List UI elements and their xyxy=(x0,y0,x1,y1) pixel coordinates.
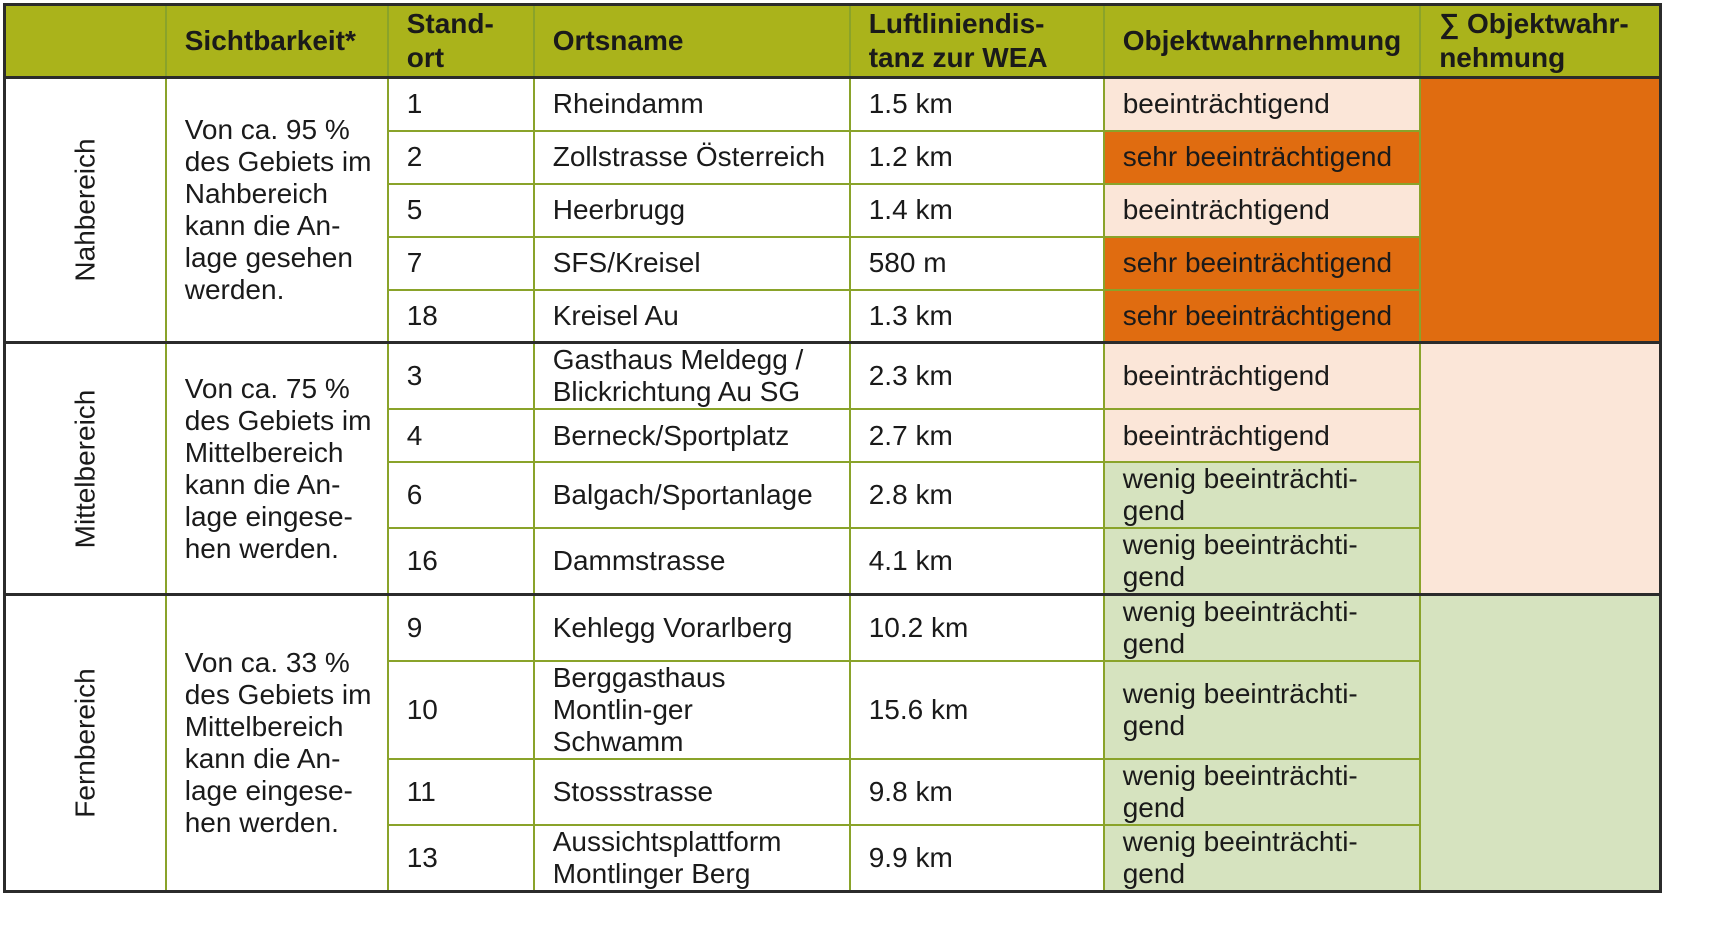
place-cell: Kehlegg Vorarlberg xyxy=(534,595,850,662)
perception-cell: wenig beeinträchti-gend xyxy=(1104,759,1420,825)
table-row xyxy=(5,595,1661,662)
location-cell: 10 xyxy=(388,661,534,759)
zone-label-cell xyxy=(5,78,166,343)
perception-cell: beeinträchtigend xyxy=(1104,409,1420,462)
location-cell: 1 xyxy=(388,78,534,131)
visibility-text: Von ca. 75 % des Gebiets im Mittelbereich kann die An-lage eingese-hen werden. xyxy=(166,343,388,595)
zone-label: Fernbereich xyxy=(69,668,101,818)
perception-cell: sehr beeinträchtigend xyxy=(1104,237,1420,290)
distance-cell: 1.3 km xyxy=(850,290,1104,343)
perception-cell: wenig beeinträchti-gend xyxy=(1104,462,1420,528)
header-zone xyxy=(5,5,166,78)
perception-cell: sehr beeinträchtigend xyxy=(1104,131,1420,184)
location-cell: 7 xyxy=(388,237,534,290)
table-row xyxy=(5,343,1661,410)
place-cell: Berggasthaus Montlin-ger Schwamm xyxy=(534,661,850,759)
distance-cell: 2.7 km xyxy=(850,409,1104,462)
distance-cell: 1.4 km xyxy=(850,184,1104,237)
perception-cell: beeinträchtigend xyxy=(1104,343,1420,410)
total-perception-cell xyxy=(1420,343,1660,595)
distance-cell: 9.8 km xyxy=(850,759,1104,825)
location-cell: 16 xyxy=(388,528,534,595)
perception-cell: wenig beeinträchti-gend xyxy=(1104,661,1420,759)
place-cell: Aussichtsplattform Montlinger Berg xyxy=(534,825,850,892)
visibility-text: Von ca. 33 % des Gebiets im Mittelbereich kann die An-lage eingese-hen werden. xyxy=(166,595,388,892)
place-cell: Zollstrasse Österreich xyxy=(534,131,850,184)
place-cell: Heerbrugg xyxy=(534,184,850,237)
distance-cell: 15.6 km xyxy=(850,661,1104,759)
location-cell: 18 xyxy=(388,290,534,343)
place-cell: Stossstrasse xyxy=(534,759,850,825)
header-distance: Luftliniendis- tanz zur WEA xyxy=(850,5,1104,78)
visibility-assessment-table xyxy=(3,3,1662,893)
perception-cell: beeinträchtigend xyxy=(1104,184,1420,237)
distance-cell: 1.5 km xyxy=(850,78,1104,131)
location-cell: 9 xyxy=(388,595,534,662)
header-total: ∑ Objektwahr- nehmung xyxy=(1420,5,1660,78)
location-cell: 4 xyxy=(388,409,534,462)
location-cell: 2 xyxy=(388,131,534,184)
visibility-text: Von ca. 95 % des Gebiets im Nahbereich kann die An-lage gesehen werden. xyxy=(166,78,388,343)
header-visibility: Sichtbarkeit* xyxy=(166,5,388,78)
place-cell: Rheindamm xyxy=(534,78,850,131)
perception-cell: wenig beeinträchti-gend xyxy=(1104,825,1420,892)
place-cell: SFS/Kreisel xyxy=(534,237,850,290)
distance-cell: 2.8 km xyxy=(850,462,1104,528)
perception-cell: wenig beeinträchti-gend xyxy=(1104,595,1420,662)
distance-cell: 2.3 km xyxy=(850,343,1104,410)
location-cell: 13 xyxy=(388,825,534,892)
location-cell: 6 xyxy=(388,462,534,528)
location-cell: 3 xyxy=(388,343,534,410)
table-row xyxy=(5,78,1661,131)
perception-cell: beeinträchtigend xyxy=(1104,78,1420,131)
header-row xyxy=(5,5,1661,78)
zone-label-cell xyxy=(5,343,166,595)
header-place: Ortsname xyxy=(534,5,850,78)
zone-label-cell xyxy=(5,595,166,892)
distance-cell: 9.9 km xyxy=(850,825,1104,892)
perception-cell: wenig beeinträchti-gend xyxy=(1104,528,1420,595)
place-cell: Balgach/Sportanlage xyxy=(534,462,850,528)
place-cell: Gasthaus Meldegg / Blickrichtung Au SG xyxy=(534,343,850,410)
total-perception-cell xyxy=(1420,595,1660,892)
place-cell: Berneck/Sportplatz xyxy=(534,409,850,462)
perception-cell: sehr beeinträchtigend xyxy=(1104,290,1420,343)
header-perception: Objektwahrnehmung xyxy=(1104,5,1420,78)
place-cell: Kreisel Au xyxy=(534,290,850,343)
header-location: Stand- ort xyxy=(388,5,534,78)
distance-cell: 1.2 km xyxy=(850,131,1104,184)
location-cell: 11 xyxy=(388,759,534,825)
zone-label: Nahbereich xyxy=(69,138,101,282)
distance-cell: 580 m xyxy=(850,237,1104,290)
distance-cell: 4.1 km xyxy=(850,528,1104,595)
location-cell: 5 xyxy=(388,184,534,237)
place-cell: Dammstrasse xyxy=(534,528,850,595)
zone-label: Mittelbereich xyxy=(69,389,101,548)
total-perception-cell xyxy=(1420,78,1660,343)
distance-cell: 10.2 km xyxy=(850,595,1104,662)
